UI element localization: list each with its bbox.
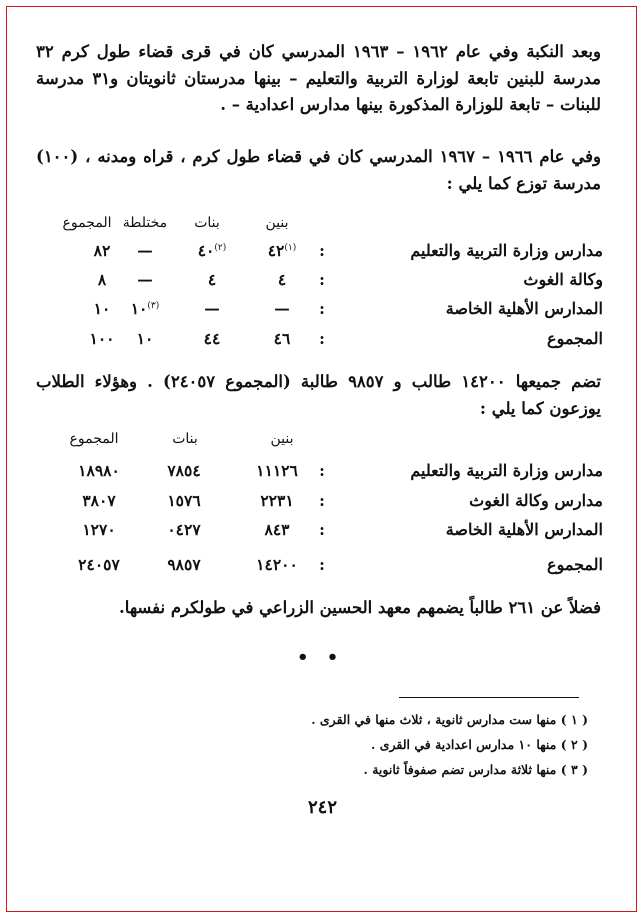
paragraph-students: تضم جميعها ١٤٢٠٠ طالب و ٩٨٥٧ طالبة (المجموع ٢٤٠٥٧) . وهؤلاء الطلاب يوزعون كما يلي : bbox=[36, 372, 602, 418]
row-label: المدارس الأهلية الخاصة bbox=[445, 520, 603, 539]
cell-total: ١٠٠ bbox=[89, 329, 115, 348]
cell-girls: ٩٨٥٧ bbox=[167, 555, 201, 574]
cell-boys: $^{(١)}$٤٢ bbox=[267, 241, 297, 260]
row-sep: : bbox=[319, 491, 325, 510]
cell-girls: ٧٨٥٤ bbox=[167, 461, 201, 480]
cell-boys: ١١١٢٦ bbox=[256, 461, 298, 480]
header-girls: بنات bbox=[194, 215, 220, 231]
page-number: ٢٤٢ bbox=[307, 797, 337, 818]
footnote-3: ( ٣ ) منها ثلاثة مدارس تضم صفوفاً ثانوية . bbox=[363, 762, 588, 777]
students-table bbox=[7, 431, 638, 591]
footnote-ref: (١) bbox=[284, 242, 297, 253]
cell-total: ١٢٧٠ bbox=[82, 520, 116, 539]
paragraph-1966: وفي عام ١٩٦٦ – ١٩٦٧ المدرسي كان في قضاء طول كرم ، قراه ومدنه ، (١٠٠) مدرسة توزع كما يلي : bbox=[36, 147, 601, 193]
row-sep: : bbox=[319, 461, 325, 480]
schools-table bbox=[7, 215, 638, 365]
cell-mixed: — bbox=[137, 241, 153, 260]
section-separator: • • bbox=[297, 647, 345, 668]
cell-total: ٨ bbox=[97, 270, 107, 289]
cell-girls: ٤ bbox=[207, 270, 217, 289]
cell-mixed: ١٠ bbox=[136, 329, 154, 348]
cell-boys: ٨٤٣ bbox=[264, 520, 290, 539]
cell-girls: $^{(٢)}$٤٠ bbox=[197, 241, 227, 260]
cell-total: ١٨٩٨٠ bbox=[78, 461, 120, 480]
row-label: وكالة الغوث bbox=[523, 270, 603, 289]
row-label: مدارس وزارة التربية والتعليم bbox=[410, 461, 603, 480]
row-sep: : bbox=[319, 329, 325, 348]
cell-total: ٢٤٠٥٧ bbox=[78, 555, 120, 574]
cell-total: ٣٨٠٧ bbox=[82, 491, 116, 510]
cell-girls: — bbox=[204, 299, 220, 318]
cell-girls: ١٥٧٦ bbox=[167, 491, 201, 510]
cell-boys: ٤ bbox=[277, 270, 287, 289]
cell-boys: — bbox=[274, 299, 290, 318]
row-label: المجموع bbox=[547, 329, 603, 348]
cell-girls: ٠٤٢٧ bbox=[167, 520, 201, 539]
header-girls: بنات bbox=[172, 431, 198, 447]
row-label: المدارس الأهلية الخاصة bbox=[445, 299, 603, 318]
cell-girls: ٤٤ bbox=[203, 329, 221, 348]
cell-boys: ٢٢٣١ bbox=[260, 491, 294, 510]
header-total: المجموع bbox=[62, 215, 112, 231]
row-sep: : bbox=[319, 241, 325, 260]
cell-mixed: — bbox=[137, 270, 153, 289]
row-sep: : bbox=[319, 299, 325, 318]
row-sep: : bbox=[319, 520, 325, 539]
paragraph-1962: وبعد النكبة وفي عام ١٩٦٢ – ١٩٦٣ المدرسي كان في قرى قضاء طول كرم ٣٢ مدرسة للبنين تابعة لوزارة التربية والتعليم – بينها مدرستان ثانويتان و٣١ مدرسة للبنات – تابعة للوزارة المذكورة بينها مدارس اعدادية – . bbox=[36, 42, 601, 114]
cell-total: ٨٢ bbox=[93, 241, 111, 260]
row-label: مدارس وكالة الغوث bbox=[469, 491, 603, 510]
row-sep: : bbox=[319, 270, 325, 289]
paragraph-institute: فضلاً عن ٢٦١ طالباً يضمهم معهد الحسين الزراعي في طولكرم نفسها. bbox=[119, 598, 601, 617]
book-page bbox=[6, 6, 637, 912]
cell-mixed: $^{(٣)}$١٠ bbox=[130, 299, 160, 318]
cell-boys: ١٤٢٠٠ bbox=[256, 555, 298, 574]
header-boys: بنين bbox=[270, 431, 294, 447]
cell-total: ١٠ bbox=[93, 299, 111, 318]
footnote-1: ( ١ ) منها ست مدارس ثانوية ، ثلاث منها في القرى . bbox=[311, 712, 588, 727]
header-boys: بنين bbox=[265, 215, 289, 231]
footnote-ref: (٣) bbox=[147, 300, 160, 311]
footnote-rule bbox=[399, 697, 579, 698]
header-total: المجموع bbox=[69, 431, 119, 447]
row-label: مدارس وزارة التربية والتعليم bbox=[410, 241, 603, 260]
row-sep: : bbox=[319, 555, 325, 574]
footnote-ref: (٢) bbox=[214, 242, 227, 253]
header-mixed: مختلطة bbox=[122, 215, 168, 231]
row-label: المجموع bbox=[547, 555, 603, 574]
cell-boys: ٤٦ bbox=[273, 329, 291, 348]
footnote-2: ( ٢ ) منها ١٠ مدارس اعدادية في القرى . bbox=[371, 737, 588, 752]
